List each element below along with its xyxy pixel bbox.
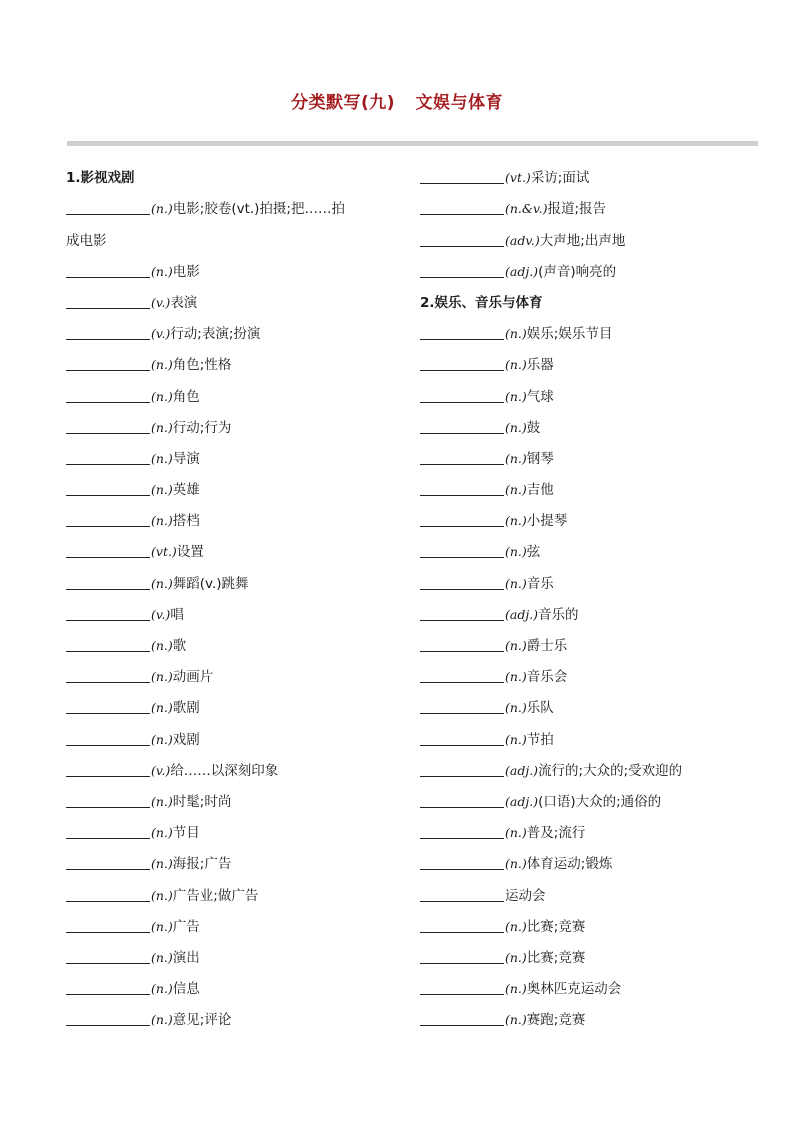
vocab-entry (420, 408, 760, 439)
answer-blank[interactable] (420, 213, 504, 215)
meaning-text: 音乐会 (526, 669, 568, 686)
part-of-speech: (n.) (505, 1012, 527, 1028)
meaning-text: 广告业;做广告 (172, 887, 259, 904)
meaning-text: (声音)响亮的 (538, 263, 617, 280)
meaning-text: 搭档 (172, 513, 200, 530)
answer-blank[interactable] (66, 307, 150, 309)
part-of-speech: (n.) (505, 326, 527, 342)
answer-blank[interactable] (420, 556, 504, 558)
vocab-entry (420, 376, 760, 407)
answer-blank[interactable] (420, 245, 504, 247)
meaning-text: 电影 (172, 263, 200, 280)
vocab-entry (420, 1000, 760, 1031)
answer-blank[interactable] (66, 619, 150, 621)
part-of-speech: (v.) (151, 294, 171, 310)
vocab-entry (66, 969, 406, 1000)
page-title: 分类默写(九) 文娱与体育 (291, 93, 503, 113)
vocab-entry (66, 657, 406, 688)
title-divider (67, 141, 758, 146)
meaning-text: 钢琴 (526, 450, 554, 467)
answer-blank[interactable] (66, 931, 150, 933)
answer-blank[interactable] (66, 401, 150, 403)
answer-blank[interactable] (420, 962, 504, 964)
vocab-entry (420, 813, 760, 844)
part-of-speech: (n.) (151, 887, 173, 903)
meaning-text: 行动;行为 (172, 419, 232, 436)
vocab-entry (66, 501, 406, 532)
answer-blank[interactable] (66, 712, 150, 714)
vocab-entry (420, 907, 760, 938)
answer-blank[interactable] (66, 775, 150, 777)
vocab-entry (420, 501, 760, 532)
answer-blank[interactable] (420, 619, 504, 621)
answer-blank[interactable] (420, 369, 504, 371)
meaning-text: 娱乐;娱乐节目 (526, 326, 613, 343)
part-of-speech: (n.) (505, 544, 527, 560)
vocab-entry (66, 408, 406, 439)
answer-blank[interactable] (66, 681, 150, 683)
right-column (420, 158, 760, 1031)
answer-blank[interactable] (66, 837, 150, 839)
vocab-entry (66, 1000, 406, 1031)
meaning-text: 运动会 (505, 887, 546, 904)
part-of-speech: (adj.) (505, 793, 539, 809)
vocab-entry (66, 813, 406, 844)
meaning-text: 给……以深刻印象 (170, 762, 279, 779)
part-of-speech: (n.) (505, 513, 527, 529)
vocab-entry (66, 782, 406, 813)
part-of-speech: (n.) (151, 482, 173, 498)
answer-blank[interactable] (420, 868, 504, 870)
meaning-text: 设置 (176, 544, 204, 561)
meaning-text: 流行的;大众的;受欢迎的 (538, 762, 683, 779)
part-of-speech: (n.) (151, 669, 173, 685)
part-of-speech: (n.) (151, 856, 173, 872)
meaning-text: 歌 (172, 638, 187, 654)
part-of-speech: (n.) (151, 388, 173, 404)
vocab-entry (66, 252, 406, 283)
answer-blank[interactable] (420, 931, 504, 933)
answer-blank[interactable] (66, 338, 150, 340)
part-of-speech: (n.) (151, 949, 173, 965)
vocab-entry (66, 314, 406, 345)
answer-blank[interactable] (420, 650, 504, 652)
answer-blank[interactable] (66, 962, 150, 964)
answer-blank[interactable] (420, 401, 504, 403)
meaning-text: 普及;流行 (526, 825, 586, 842)
vocab-entry (66, 688, 406, 719)
answer-blank[interactable] (420, 806, 504, 808)
part-of-speech: (n.) (505, 949, 527, 965)
vocab-entry (66, 844, 406, 875)
part-of-speech: (n.) (151, 825, 173, 841)
part-of-speech: (n.) (151, 700, 173, 716)
part-of-speech: (adj.) (505, 762, 539, 778)
part-of-speech: (n.) (151, 575, 173, 591)
part-of-speech: (n.) (505, 638, 527, 653)
answer-blank[interactable] (420, 432, 504, 434)
vocab-entry (66, 376, 406, 407)
part-of-speech: (v.) (151, 606, 171, 622)
answer-blank[interactable] (66, 556, 150, 558)
vocab-entry (66, 751, 406, 782)
vocab-entry (420, 470, 760, 501)
part-of-speech: (n.) (505, 669, 527, 685)
part-of-speech: (n.) (505, 450, 527, 466)
answer-blank[interactable] (66, 744, 150, 746)
answer-blank[interactable] (66, 432, 150, 434)
meaning-text: 比赛;竞赛 (526, 918, 586, 935)
meaning-text: 吉他 (526, 482, 554, 499)
meaning-text: 舞蹈(v.)跳舞 (172, 575, 249, 592)
meaning-text: 信息 (172, 981, 200, 998)
answer-blank[interactable] (420, 837, 504, 839)
vocab-entry (66, 595, 406, 626)
meaning-text: 弦 (526, 544, 541, 561)
answer-blank[interactable] (420, 525, 504, 527)
meaning-text: 行动;表演;扮演 (170, 326, 261, 343)
vocab-entry (420, 439, 760, 470)
meaning-text: 乐队 (526, 700, 554, 717)
part-of-speech: (n.) (151, 731, 173, 747)
answer-blank[interactable] (420, 276, 504, 278)
part-of-speech: (n.) (505, 731, 527, 747)
answer-blank[interactable] (66, 900, 150, 902)
part-of-speech: (n.) (151, 638, 173, 653)
meaning-text: (口语)大众的;通俗的 (538, 793, 662, 810)
meaning-text: 赛跑;竞赛 (526, 1012, 586, 1029)
vocab-entry (420, 345, 760, 376)
vocab-entry (420, 626, 760, 657)
answer-blank[interactable] (420, 681, 504, 683)
answer-blank[interactable] (66, 806, 150, 808)
vocab-entry (66, 907, 406, 938)
part-of-speech: (n.) (505, 419, 527, 435)
vocab-entry (66, 532, 406, 563)
entry-continuation: 成电影 (66, 232, 107, 249)
answer-blank[interactable] (66, 276, 150, 278)
meaning-text: 动画片 (172, 669, 214, 686)
meaning-text: 奥林匹克运动会 (526, 981, 622, 998)
part-of-speech: (n.) (151, 357, 173, 373)
vocab-entry (420, 252, 760, 283)
vocab-entry (420, 189, 760, 220)
vocab-entry (420, 875, 760, 906)
vocab-entry (66, 439, 406, 470)
vocab-entry (420, 595, 760, 626)
meaning-text: 歌剧 (172, 700, 200, 717)
vocab-entry (420, 688, 760, 719)
part-of-speech: (adv.) (505, 232, 540, 248)
answer-blank[interactable] (420, 1024, 504, 1026)
part-of-speech: (n.) (505, 388, 527, 404)
answer-blank[interactable] (66, 369, 150, 371)
answer-blank[interactable] (66, 463, 150, 465)
vocab-entry (420, 844, 760, 875)
answer-blank[interactable] (420, 338, 504, 340)
meaning-text: 体育运动;锻炼 (526, 856, 613, 873)
answer-blank[interactable] (66, 1024, 150, 1026)
meaning-text: 海报;广告 (172, 856, 232, 873)
part-of-speech: (adj.) (505, 263, 539, 279)
part-of-speech: (n.) (505, 856, 527, 872)
part-of-speech: (n.) (505, 575, 527, 591)
section-heading: 2.娱乐、音乐与体育 (420, 294, 543, 311)
vocab-entry (420, 938, 760, 969)
answer-blank[interactable] (420, 744, 504, 746)
meaning-text: 气球 (526, 388, 554, 405)
vocab-entry (420, 657, 760, 688)
meaning-text: 小提琴 (526, 513, 568, 530)
part-of-speech: (v.) (151, 762, 171, 778)
part-of-speech: (n.) (151, 201, 173, 217)
vocab-entry (420, 751, 760, 782)
vocab-entry (420, 314, 760, 345)
vocab-entry (420, 220, 760, 251)
part-of-speech: (n.) (151, 918, 173, 934)
meaning-text: 音乐的 (538, 606, 579, 623)
part-of-speech: (n.) (505, 357, 527, 373)
part-of-speech: (vt.) (505, 170, 531, 186)
vocab-entry (420, 532, 760, 563)
answer-blank[interactable] (66, 650, 150, 652)
part-of-speech: (n.) (151, 1012, 173, 1028)
meaning-text: 音乐 (526, 575, 554, 592)
part-of-speech: (n.) (151, 513, 173, 529)
answer-blank[interactable] (66, 993, 150, 995)
meaning-text: 报道;报告 (547, 201, 607, 218)
meaning-text: 表演 (170, 294, 198, 311)
meaning-text: 乐器 (526, 357, 554, 374)
answer-blank[interactable] (420, 993, 504, 995)
meaning-text: 电影;胶卷(vt.)拍摄;把……拍 (172, 201, 345, 218)
part-of-speech: (n.) (505, 825, 527, 841)
answer-blank[interactable] (66, 525, 150, 527)
answer-blank[interactable] (66, 588, 150, 590)
vocab-entry (66, 563, 406, 594)
part-of-speech: (n.) (151, 450, 173, 466)
vocab-entry (66, 719, 406, 750)
meaning-text: 鼓 (526, 419, 541, 436)
part-of-speech: (n.) (505, 981, 527, 997)
part-of-speech: (n.) (151, 419, 173, 435)
vocab-entry (420, 563, 760, 594)
left-column (66, 158, 406, 1031)
answer-blank[interactable] (66, 213, 150, 215)
answer-blank[interactable] (420, 588, 504, 590)
part-of-speech: (n.) (151, 263, 173, 279)
part-of-speech: (n.) (151, 981, 173, 997)
vocab-entry (66, 938, 406, 969)
meaning-text: 节目 (172, 825, 200, 842)
meaning-text: 节拍 (526, 731, 554, 748)
part-of-speech: (n.&v.) (505, 201, 548, 217)
answer-blank[interactable] (420, 712, 504, 714)
vocab-entry (420, 969, 760, 1000)
vocab-entry (66, 345, 406, 376)
vocab-entry (66, 875, 406, 906)
meaning-text: 角色 (172, 388, 200, 405)
part-of-speech: (n.) (505, 482, 527, 498)
answer-blank[interactable] (420, 775, 504, 777)
section-heading: 1.影视戏剧 (66, 170, 135, 187)
part-of-speech: (n.) (505, 918, 527, 934)
meaning-text: 大声地;出声地 (539, 232, 626, 249)
answer-blank[interactable] (420, 182, 504, 184)
answer-blank[interactable] (420, 900, 504, 902)
vocab-entry (66, 283, 406, 314)
meaning-text: 演出 (172, 949, 200, 966)
meaning-text: 英雄 (172, 482, 200, 499)
meaning-text: 唱 (170, 606, 184, 623)
answer-blank[interactable] (420, 494, 504, 496)
part-of-speech: (v.) (151, 326, 171, 342)
meaning-text: 意见;评论 (172, 1012, 232, 1029)
meaning-text: 爵士乐 (526, 638, 568, 654)
meaning-text: 比赛;竞赛 (526, 949, 586, 966)
meaning-text: 导演 (172, 450, 200, 467)
vocab-entry (420, 158, 760, 189)
part-of-speech: (vt.) (151, 544, 177, 560)
part-of-speech: (n.) (151, 793, 173, 809)
meaning-text: 时髦;时尚 (172, 793, 232, 810)
vocab-entry (420, 719, 760, 750)
vocab-entry (66, 189, 406, 220)
meaning-text: 戏剧 (172, 731, 200, 748)
vocab-entry (420, 782, 760, 813)
vocab-entry (66, 470, 406, 501)
meaning-text: 采访;面试 (530, 170, 590, 187)
answer-blank[interactable] (66, 868, 150, 870)
part-of-speech: (adj.) (505, 606, 539, 622)
meaning-text: 广告 (172, 918, 200, 935)
meaning-text: 角色;性格 (172, 357, 232, 374)
answer-blank[interactable] (66, 494, 150, 496)
part-of-speech: (n.) (505, 700, 527, 716)
vocab-entry (66, 626, 406, 657)
answer-blank[interactable] (420, 463, 504, 465)
